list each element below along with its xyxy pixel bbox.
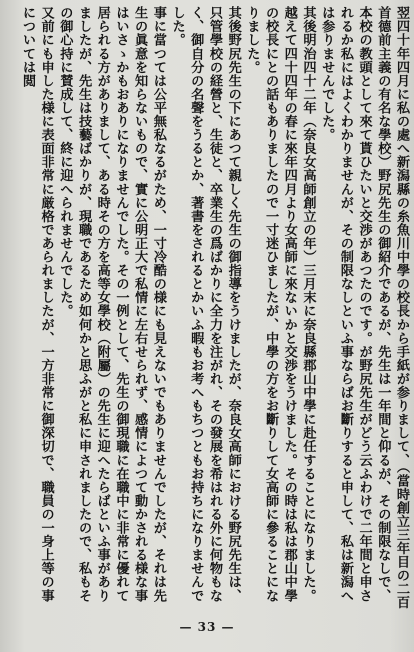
page-number: — 33 —	[179, 620, 235, 634]
paragraph-5: 又前にも申した様に表面非常に厳格であられましたが、一方非常に御深切で、職員の一身上等の事については閲	[19, 6, 54, 603]
paragraph-2: 其後明治四十二年（奈良女高師創立の年）三月末に奈良縣郡山中學に赴任することになりました。越えて四十四年の春に來年四月より女高師に來ないかと交渉をうけました。その時は私は郡山中學の校長にとの話もありましたので一寸迷ひましたが、中學の方をお斷りして女高師に參ることになりました。	[244, 6, 316, 603]
paragraph-3: 其後野尻先生の下にあつて親しく先生の御指導をうけましたが、奈良女高師における野尻先生は、只管學校の経營と、生徒と、卒業生の爲ばかりに全力を注がれ、その發展を希はれる外に何物もなく、御自分の名聲をうるとか、著書をされるとかいふ暇もお考へもちつともお持ちになりませんでした。	[169, 6, 241, 603]
paragraph-1: 翌四十年四月に私の處へ新潟縣の糸魚川中學の校長から手紙が参りまして、（當時創立三年目の二百首德前主義の有名な學校）野尻先生の御紹介であるが、先生は一年間と仰るが、その制限なしで、本校の教頭として來て貰ひたいと交渉があつたのです。が野尻先生がどう云ふわけで二年間と申されるか私にはよくわかりませんが、その制限なしといふ事ならばお斷りすると申して、私は新潟へは参りませんでした。	[319, 6, 409, 610]
vertical-body-text	[6, 6, 410, 610]
paragraph-4: 事に當つては公平無私なるがため、一寸冷酷の様にも見えないでもありませんでしたが、それは先生の眞意を知らないもので、實に公明正大で私情に左右せられず、感情によつて動かされる様な事はいさゝかもおありになりませんでした。その一例として、先生の御現職に在職中に非常に優れて居られる方がありまして、ある時その方を高等女學校（附屬）の先生に迎へたらばといふ事がありましたが、先生は技藝ばかりが、現職であるため如何かと思ふがと私に申されましたので、私もその御心持に賛成して、終に迎へられませんでした。	[57, 6, 166, 603]
